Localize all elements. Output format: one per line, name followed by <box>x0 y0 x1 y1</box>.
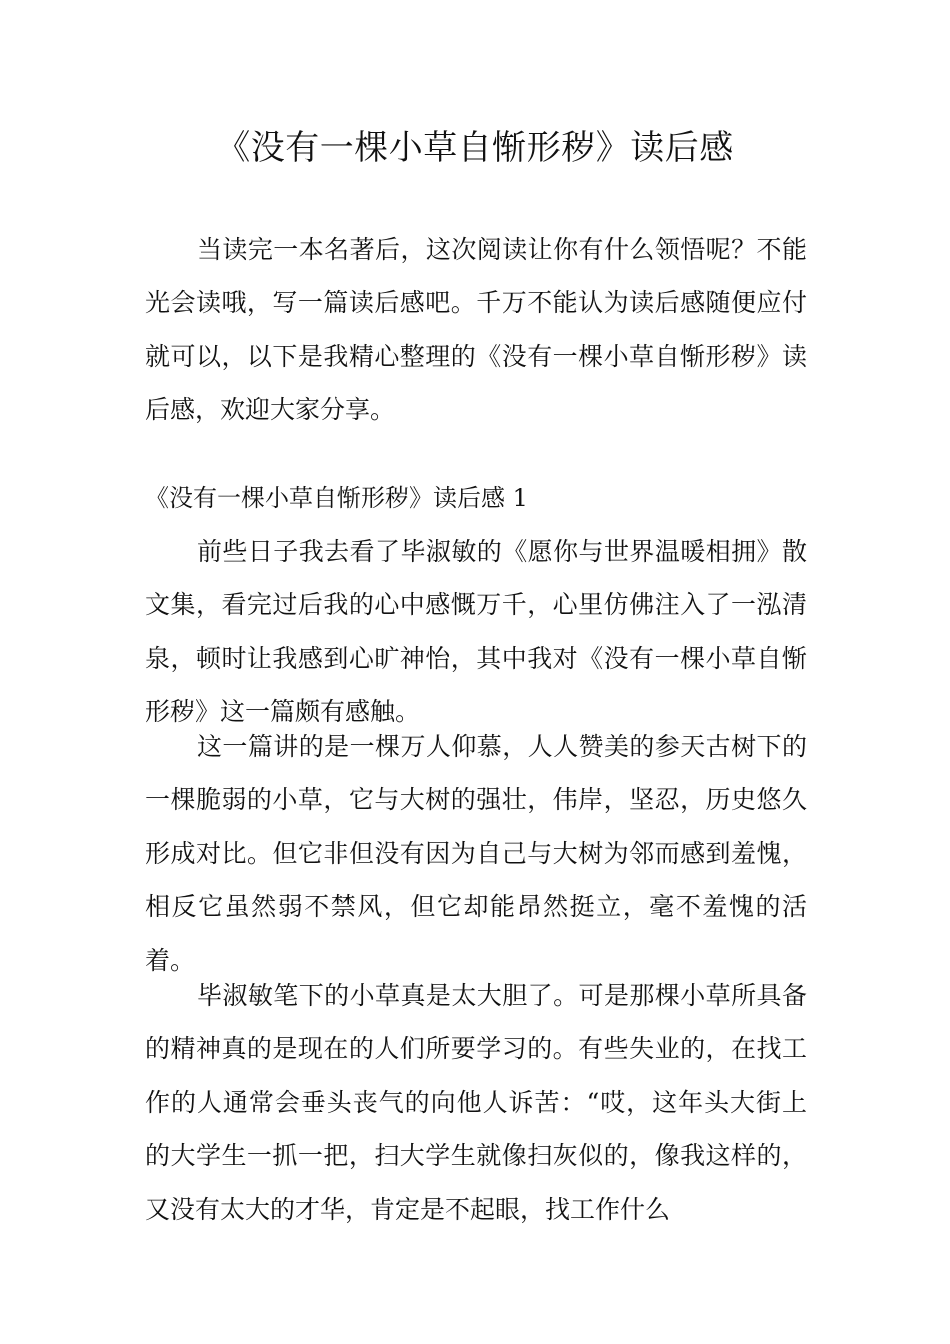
body-paragraph-1: 前些日子我去看了毕淑敏的《愿你与世界温暖相拥》散文集，看完过后我的心中感慨万千，心里仿佛注入了一泓清泉，顿时让我感到心旷神怡，其中我对《没有一棵小草自惭形秽》这一篇颇有感触。 <box>145 537 807 727</box>
body-paragraph-3: 毕淑敏笔下的小草真是太大胆了。可是那棵小草所具备的精神真的是现在的人们所要学习的。有些失业的，在找工作的人通常会垂头丧气的向他人诉苦：“哎，这年头大街上的大学生一抓一把，扫大学生就像扫灰似的，像我这样的，又没有太大的才华，肯定是不起眼，找工作什么 <box>145 981 807 1224</box>
body-paragraph-2: 这一篇讲的是一棵万人仰慕，人人赞美的参天古树下的一棵脆弱的小草，它与大树的强壮，伟岸，坚忍，历史悠久形成对比。但它非但没有因为自己与大树为邻而感到羞愧，相反它虽然弱不禁风，但它却能昂然挺立，毫不羞愧的活着。 <box>145 732 807 975</box>
document-title: 《没有一棵小草自惭形秽》读后感 <box>216 128 734 168</box>
section-heading: 《没有一棵小草自惭形秽》读后感 1 <box>145 484 528 512</box>
intro-paragraph: 当读完一本名著后，这次阅读让你有什么领悟呢？不能光会读哦，写一篇读后感吧。千万不能认为读后感随便应付就可以，以下是我精心整理的《没有一棵小草自惭形秽》读后感，欢迎大家分享。 <box>145 235 807 425</box>
